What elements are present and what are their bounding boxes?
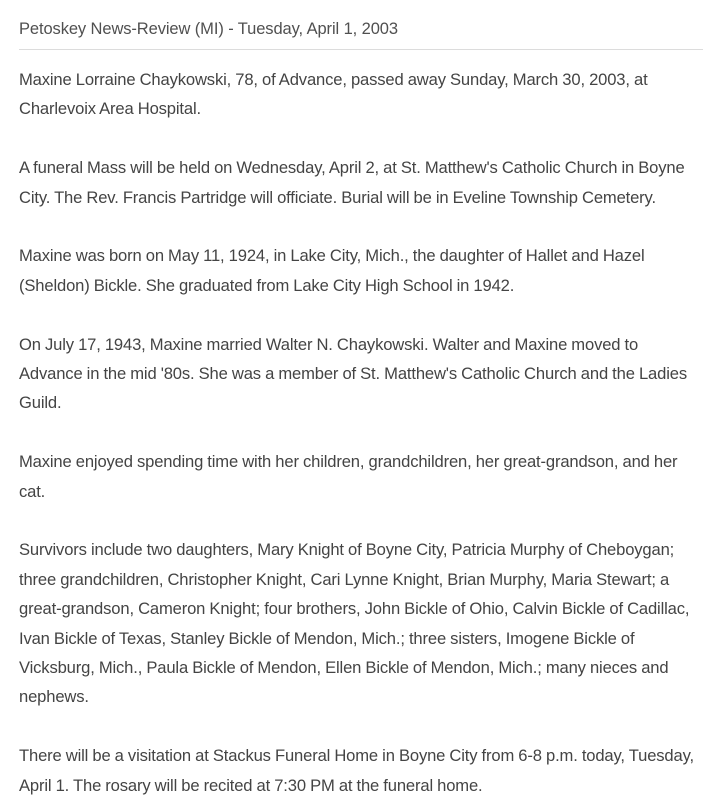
source-header: Petoskey News-Review (MI) - Tuesday, April 1, 2003: [19, 17, 703, 50]
obituary-body: [19, 65, 704, 800]
paragraph-visitation: There will be a visitation at Stackus Funeral Home in Boyne City from 6-8 p.m. today, Tuesday, April 1. The rosary will be recited at 7:30 PM at the funeral home.: [19, 746, 694, 795]
paragraph-birth: Maxine was born on May 11, 1924, in Lake City, Mich., the daughter of Hallet and Hazel (Sheldon) Bickle. She graduated from Lake City High School in 1942.: [19, 246, 645, 295]
paragraph-funeral-mass: A funeral Mass will be held on Wednesday, April 2, at St. Matthew's Catholic Church in Boyne City. The Rev. Francis Partridge will officiate. Burial will be in Eveline Township Cemetery.: [19, 158, 685, 207]
paragraph-death-notice: Maxine Lorraine Chaykowski, 78, of Advance, passed away Sunday, March 30, 2003, at Charlevoix Area Hospital.: [19, 70, 648, 119]
paragraph-survivors: Survivors include two daughters, Mary Knight of Boyne City, Patricia Murphy of Cheboygan; three grandchildren, Christopher Knight, Cari Lynne Knight, Brian Murphy, Maria Stewart; a great-grandson, Cameron Knight; four brothers, John Bickle of Ohio, Calvin Bickle of Cadillac, Ivan Bickle of Texas, Stanley Bickle of Mendon, Mich.; three sisters, Imogene Bickle of Vicksburg, Mich., Paula Bickle of Mendon, Ellen Bickle of Mendon, Mich.; many nieces and nephews.: [19, 540, 690, 707]
paragraph-interests: Maxine enjoyed spending time with her children, grandchildren, her great-grandson, and her cat.: [19, 452, 678, 501]
paragraph-marriage: On July 17, 1943, Maxine married Walter N. Chaykowski. Walter and Maxine moved to Advance in the mid '80s. She was a member of St. Matthew's Catholic Church and the Ladies Guild.: [19, 334, 687, 413]
